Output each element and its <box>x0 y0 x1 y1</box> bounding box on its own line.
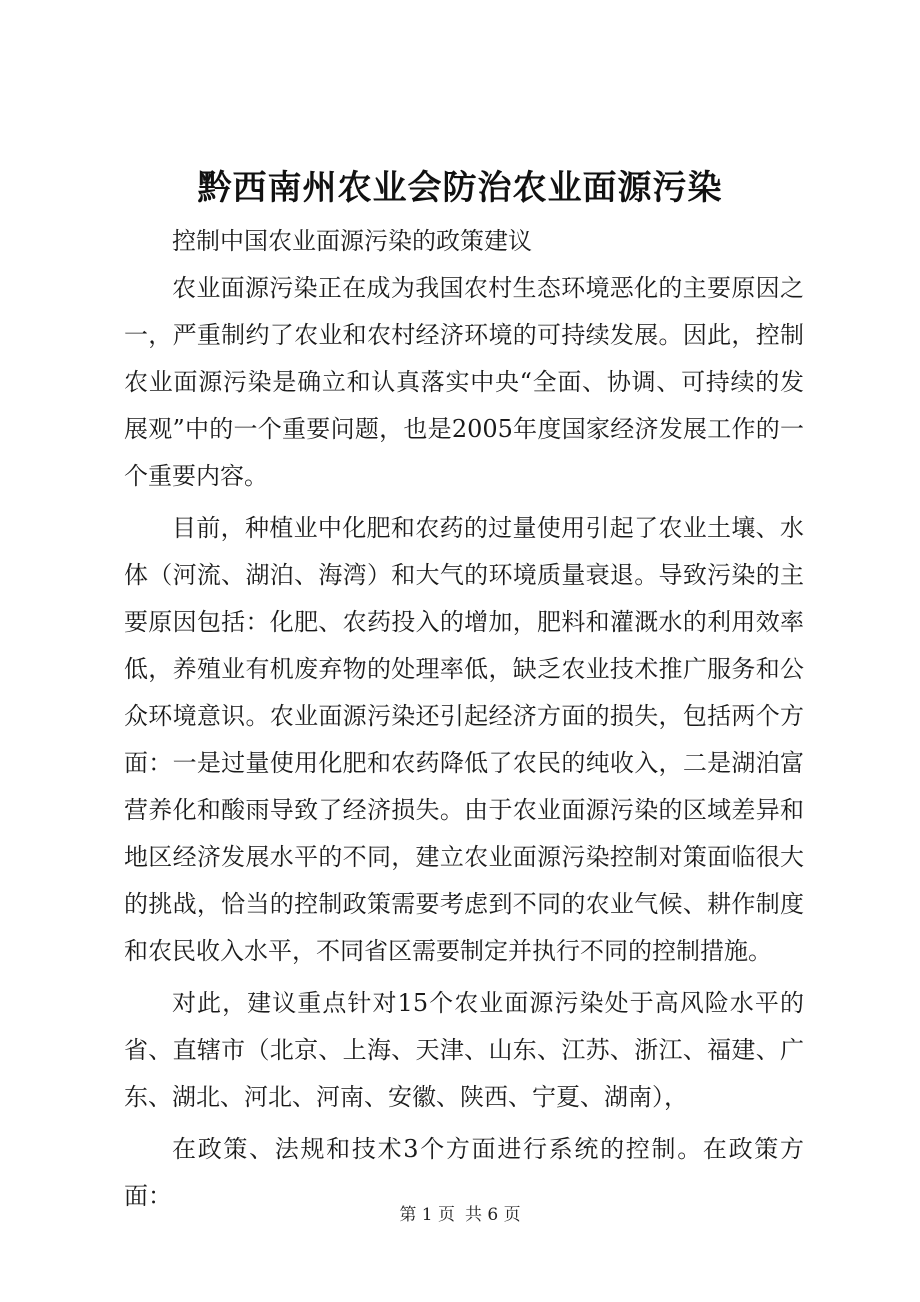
subtitle-paragraph: 控制中国农业面源污染的政策建议 <box>172 227 532 255</box>
page-footer <box>0 1200 920 1225</box>
document-title: 黔西南州农业会防治农业面源污染 <box>197 168 723 208</box>
body-paragraph: 农业面源污染正在成为我国农村生态环境恶化的主要原因之一，严重制约了农业和农村经济环境的可持续发展。因此，控制农业面源污染是确立和认真落实中央“全面、协调、可持续的发展观”中的一个重要问题，也是2005年度国家经济发展工作的一个重要内容。 <box>124 274 804 490</box>
body-paragraph: 对此，建议重点针对15个农业面源污染处于高风险水平的省、直辖市（北京、上海、天津、山东、江苏、浙江、福建、广东、湖北、河北、河南、安徽、陕西、宁夏、湖南）， <box>124 989 804 1111</box>
page-number: 第 1 页 <box>399 1205 455 1225</box>
body-paragraph: 目前，种植业中化肥和农药的过量使用引起了农业土壤、水体（河流、湖泊、海湾）和大气的环境质量衰退。导致污染的主要原因包括：化肥、农药投入的增加，肥料和灌溉水的利用效率低，养殖业有机废弃物的处理率低，缺乏农业技术推广服务和公众环境意识。农业面源污染还引起经济方面的损失，包括两个方面：一是过量使用化肥和农药降低了农民的纯收入，二是湖泊富营养化和酸雨导致了经济损失。由于农业面源污染的区域差异和地区经济发展水平的不同，建立农业面源污染控制对策面临很大的挑战，恰当的控制政策需要考虑到不同的农业气候、耕作制度和农民收入水平，不同省区需要制定并执行不同的控制措施。 <box>124 514 804 965</box>
document-body <box>124 218 804 1225</box>
body-paragraph: 在政策、法规和技术3个方面进行系统的控制。在政策方面： <box>124 1135 804 1210</box>
page-total: 共 6 页 <box>465 1205 521 1225</box>
